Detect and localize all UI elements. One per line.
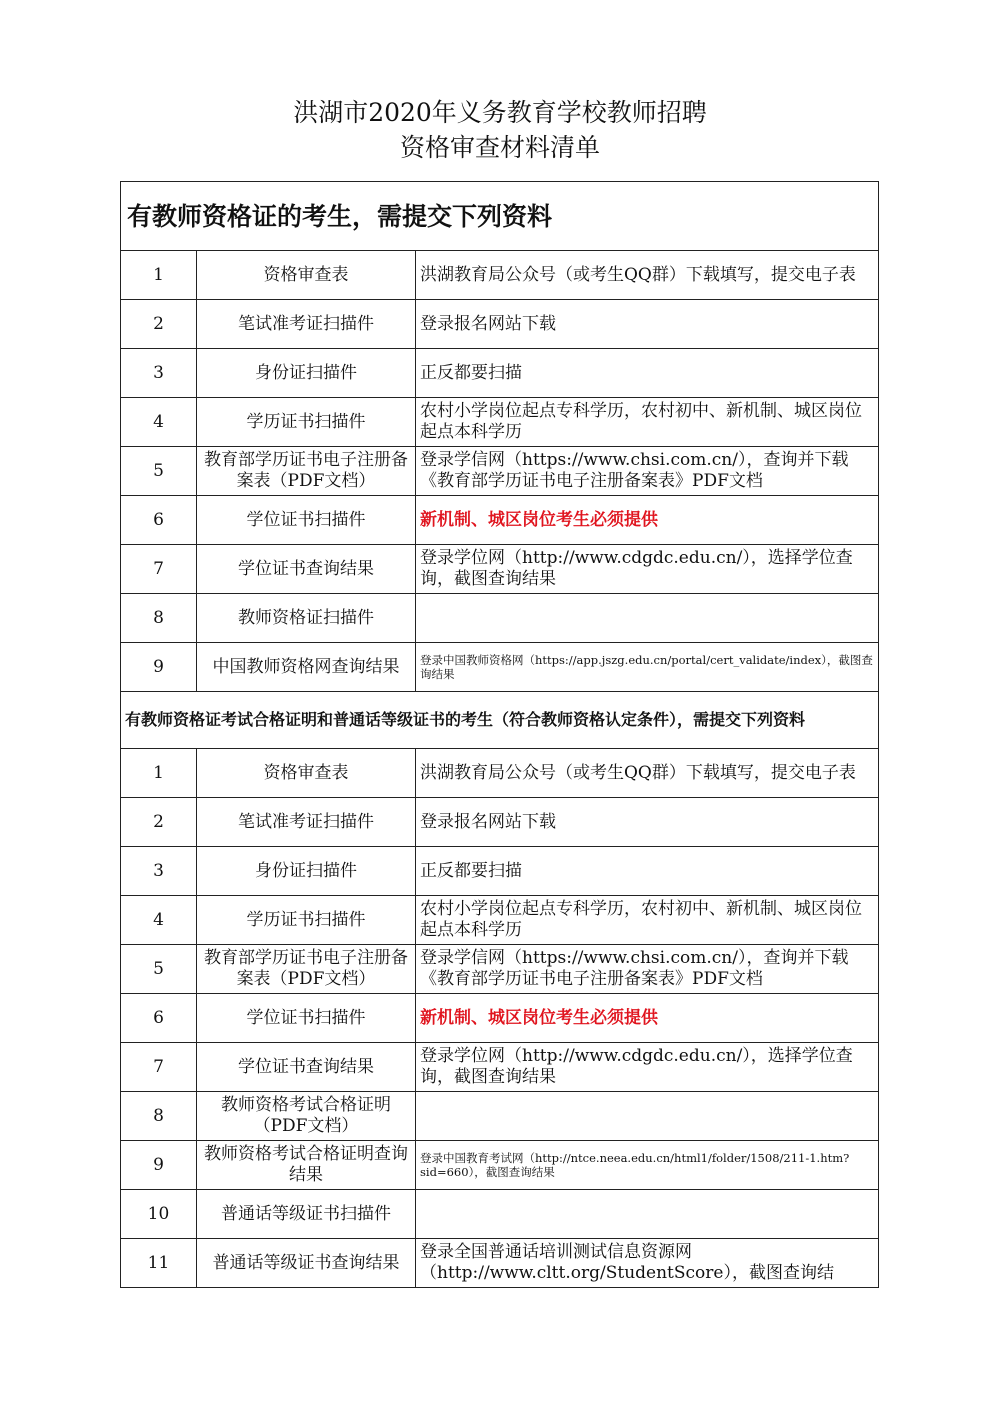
- item-number: 7: [121, 1043, 197, 1092]
- material-note: 登录报名网站下载: [416, 300, 879, 349]
- table-row: [121, 594, 879, 643]
- material-name: 学位证书查询结果: [197, 1043, 416, 1092]
- material-note: [416, 1190, 879, 1239]
- table-row: [121, 1190, 879, 1239]
- item-number: 10: [121, 1190, 197, 1239]
- section-header: 有教师资格证考试合格证明和普通话等级证书的考生（符合教师资格认定条件），需提交下列资料: [121, 692, 879, 749]
- table-row: [121, 994, 879, 1043]
- item-number: 5: [121, 945, 197, 994]
- item-number: 4: [121, 896, 197, 945]
- material-note: 新机制、城区岗位考生必须提供: [416, 994, 879, 1043]
- material-name: 身份证扫描件: [197, 349, 416, 398]
- material-name: 学历证书扫描件: [197, 398, 416, 447]
- item-number: 3: [121, 847, 197, 896]
- item-number: 8: [121, 1092, 197, 1141]
- material-name: 学位证书扫描件: [197, 994, 416, 1043]
- item-number: 6: [121, 496, 197, 545]
- material-note: 登录学信网（https://www.chsi.com.cn/），查询并下载《教育部学历证书电子注册备案表》PDF文档: [416, 945, 879, 994]
- material-name: 学位证书查询结果: [197, 545, 416, 594]
- table-row: [121, 847, 879, 896]
- material-name: 中国教师资格网查询结果: [197, 643, 416, 692]
- item-number: 9: [121, 643, 197, 692]
- item-number: 1: [121, 749, 197, 798]
- material-name: 资格审查表: [197, 749, 416, 798]
- item-number: 1: [121, 251, 197, 300]
- material-name: 笔试准考证扫描件: [197, 300, 416, 349]
- item-number: 6: [121, 994, 197, 1043]
- material-name: 身份证扫描件: [197, 847, 416, 896]
- page-title: 洪湖市2020年义务教育学校教师招聘: [293, 98, 707, 127]
- material-note: 农村小学岗位起点专科学历，农村初中、新机制、城区岗位起点本科学历: [416, 398, 879, 447]
- material-name: 教育部学历证书电子注册备案表（PDF文档）: [197, 447, 416, 496]
- material-name: 资格审查表: [197, 251, 416, 300]
- material-name: 教师资格证扫描件: [197, 594, 416, 643]
- material-note: 农村小学岗位起点专科学历，农村初中、新机制、城区岗位起点本科学历: [416, 896, 879, 945]
- table-row: [121, 896, 879, 945]
- item-number: 4: [121, 398, 197, 447]
- material-name: 教师资格考试合格证明查询结果: [197, 1141, 416, 1190]
- item-number: 9: [121, 1141, 197, 1190]
- section-header-row: [121, 182, 879, 251]
- table-row: [121, 447, 879, 496]
- page-subtitle: 资格审查材料清单: [399, 133, 600, 162]
- material-note: 登录中国教师资格网（https://app.jszg.edu.cn/portal/cert_validate/index），截图查询结果: [416, 643, 879, 692]
- material-note: 新机制、城区岗位考生必须提供: [416, 496, 879, 545]
- item-number: 8: [121, 594, 197, 643]
- table-row: [121, 1239, 879, 1288]
- material-note: 洪湖教育局公众号（或考生QQ群）下载填写，提交电子表: [416, 749, 879, 798]
- material-note: [416, 1092, 879, 1141]
- table-row: [121, 945, 879, 994]
- material-name: 学位证书扫描件: [197, 496, 416, 545]
- materials-table: [120, 181, 879, 1288]
- table-row: [121, 798, 879, 847]
- section-header-row: [121, 692, 879, 749]
- material-note: 登录报名网站下载: [416, 798, 879, 847]
- table-row: [121, 643, 879, 692]
- table-row: [121, 398, 879, 447]
- material-note: 洪湖教育局公众号（或考生QQ群）下载填写，提交电子表: [416, 251, 879, 300]
- item-number: 11: [121, 1239, 197, 1288]
- table-row: [121, 1043, 879, 1092]
- material-note: 正反都要扫描: [416, 349, 879, 398]
- table-row: [121, 545, 879, 594]
- table-row: [121, 1092, 879, 1141]
- materials-table-body: [121, 182, 879, 1288]
- table-row: [121, 749, 879, 798]
- material-name: 学历证书扫描件: [197, 896, 416, 945]
- table-row: [121, 496, 879, 545]
- material-note: 正反都要扫描: [416, 847, 879, 896]
- item-number: 2: [121, 798, 197, 847]
- material-name: 笔试准考证扫描件: [197, 798, 416, 847]
- table-row: [121, 1141, 879, 1190]
- material-note: 登录学信网（https://www.chsi.com.cn/），查询并下载《教育部学历证书电子注册备案表》PDF文档: [416, 447, 879, 496]
- item-number: 5: [121, 447, 197, 496]
- material-note: 登录全国普通话培训测试信息资源网（http://www.cltt.org/StudentScore），截图查询结: [416, 1239, 879, 1288]
- item-number: 7: [121, 545, 197, 594]
- material-name: 普通话等级证书查询结果: [197, 1239, 416, 1288]
- material-name: 教育部学历证书电子注册备案表（PDF文档）: [197, 945, 416, 994]
- table-row: [121, 251, 879, 300]
- material-name: 教师资格考试合格证明（PDF文档）: [197, 1092, 416, 1141]
- item-number: 2: [121, 300, 197, 349]
- item-number: 3: [121, 349, 197, 398]
- material-note: 登录学位网（http://www.cdgdc.edu.cn/），选择学位查询，截图查询结果: [416, 545, 879, 594]
- material-note: [416, 594, 879, 643]
- section-header: 有教师资格证的考生，需提交下列资料: [121, 182, 879, 251]
- material-note: 登录学位网（http://www.cdgdc.edu.cn/），选择学位查询，截图查询结果: [416, 1043, 879, 1092]
- table-row: [121, 300, 879, 349]
- material-name: 普通话等级证书扫描件: [197, 1190, 416, 1239]
- table-row: [121, 349, 879, 398]
- material-note: 登录中国教育考试网（http://ntce.neea.edu.cn/html1/folder/1508/211-1.htm?sid=660），截图查询结果: [416, 1141, 879, 1190]
